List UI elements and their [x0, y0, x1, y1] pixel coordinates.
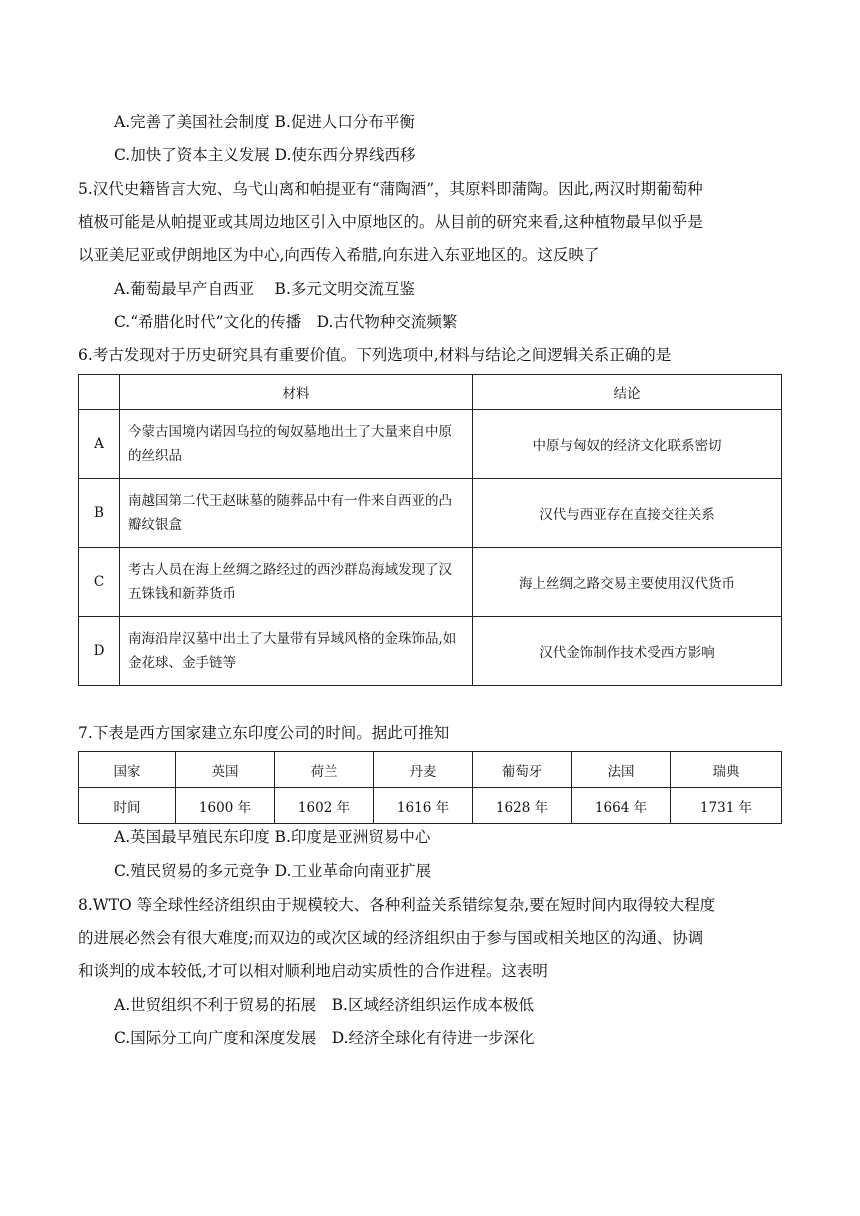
q6-row-a-material: 今蒙古国境内诺因乌拉的匈奴墓地出土了大量来自中原的丝织品: [120, 410, 473, 479]
q6-row-d-conclusion: 汉代金饰制作技术受西方影响: [473, 617, 782, 686]
q7-row-country: [79, 752, 782, 788]
q6-row-b: [79, 479, 782, 548]
q6-row-d: [79, 617, 782, 686]
q5-stem-line-2: 植极可能是从帕提亚或其周边地区引入中原地区的。从目前的研究来看,这种植物最早似乎是: [78, 213, 703, 231]
q6-row-c-material: 考古人员在海上丝绸之路经过的西沙群岛海域发现了汉五铢钱和新莽货币: [120, 548, 473, 617]
q7-stem: 7.下表是西方国家建立东印度公司的时间。据此可推知: [78, 724, 450, 742]
q7-cell: 1602 年: [275, 788, 374, 824]
q7-cell: 法国: [572, 752, 671, 788]
q6-row-c: [79, 548, 782, 617]
q6-header-material: 材料: [120, 375, 473, 410]
q7-options-line-2: C.殖民贸易的多元竞争 D.工业革命向南亚扩展: [114, 862, 431, 880]
q6-table: [78, 374, 782, 686]
q6-header-blank: [79, 375, 120, 410]
q8-stem-line-3: 和谈判的成本较低,才可以相对顺利地启动实质性的合作进程。这表明: [78, 962, 548, 980]
q4-options-line-2: C.加快了资本主义发展 D.使东西分界线西移: [114, 146, 416, 164]
q6-row-d-letter: D: [79, 617, 120, 686]
q7-cell: 瑞典: [671, 752, 782, 788]
q7-cell: 国家: [79, 752, 176, 788]
q7-cell: 1616 年: [374, 788, 473, 824]
q7-cell: 1628 年: [473, 788, 572, 824]
q5-stem-line-3: 以亚美尼亚或伊朗地区为中心,向西传入希腊,向东进入东亚地区的。这反映了: [78, 246, 600, 264]
q6-header-conclusion: 结论: [473, 375, 782, 410]
q6-row-c-conclusion: 海上丝绸之路交易主要使用汉代货币: [473, 548, 782, 617]
q7-cell: 葡萄牙: [473, 752, 572, 788]
q4-options-line-1: A.完善了美国社会制度 B.促进人口分布平衡: [114, 113, 415, 131]
q6-table-header: [79, 375, 782, 410]
q7-cell: 时间: [79, 788, 176, 824]
q5-stem-line-1: 5.汉代史籍皆言大宛、乌弋山离和帕提亚有“蒲陶酒”，其原料即蒲陶。因此,两汉时期葡萄种: [78, 180, 703, 198]
q5-options-line-2: C.“希腊化时代”文化的传播 D.古代物种交流频繁: [114, 313, 458, 331]
q6-row-a-letter: A: [79, 410, 120, 479]
q6-row-b-material: 南越国第二代王赵昧墓的随葬品中有一件来自西亚的凸瓣纹银盒: [120, 479, 473, 548]
q6-row-a: [79, 410, 782, 479]
q7-cell: 1600 年: [176, 788, 275, 824]
q7-options-line-1: A.英国最早殖民东印度 B.印度是亚洲贸易中心: [114, 828, 431, 846]
q7-cell: 丹麦: [374, 752, 473, 788]
q8-options-line-2: C.国际分工向广度和深度发展 D.经济全球化有待进一步深化: [114, 1029, 535, 1047]
q6-row-c-letter: C: [79, 548, 120, 617]
q8-options-line-1: A.世贸组织不利于贸易的拓展 B.区域经济组织运作成本极低: [114, 996, 534, 1014]
q5-options-line-1: A.葡萄最早产自西亚 B.多元文明交流互鉴: [114, 280, 415, 298]
q6-stem: 6.考古发现对于历史研究具有重要价值。下列选项中,材料与结论之间逻辑关系正确的是: [78, 346, 672, 364]
q6-row-b-letter: B: [79, 479, 120, 548]
q7-cell: 1731 年: [671, 788, 782, 824]
q6-row-a-conclusion: 中原与匈奴的经济文化联系密切: [473, 410, 782, 479]
q7-table: [78, 751, 782, 824]
q7-row-year: [79, 788, 782, 824]
q7-cell: 荷兰: [275, 752, 374, 788]
q8-stem-line-1: 8.WTO 等全球性经济组织由于规模较大、各种利益关系错综复杂,要在短时间内取得较大程度: [78, 896, 716, 914]
q6-row-b-conclusion: 汉代与西亚存在直接交往关系: [473, 479, 782, 548]
q8-stem-line-2: 的进展必然会有很大难度;而双边的或次区域的经济组织由于参与国或相关地区的沟通、协调: [78, 929, 704, 947]
q6-row-d-material: 南海沿岸汉墓中出土了大量带有异域风格的金珠饰品,如金花球、金手链等: [120, 617, 473, 686]
q7-cell: 1664 年: [572, 788, 671, 824]
q7-cell: 英国: [176, 752, 275, 788]
